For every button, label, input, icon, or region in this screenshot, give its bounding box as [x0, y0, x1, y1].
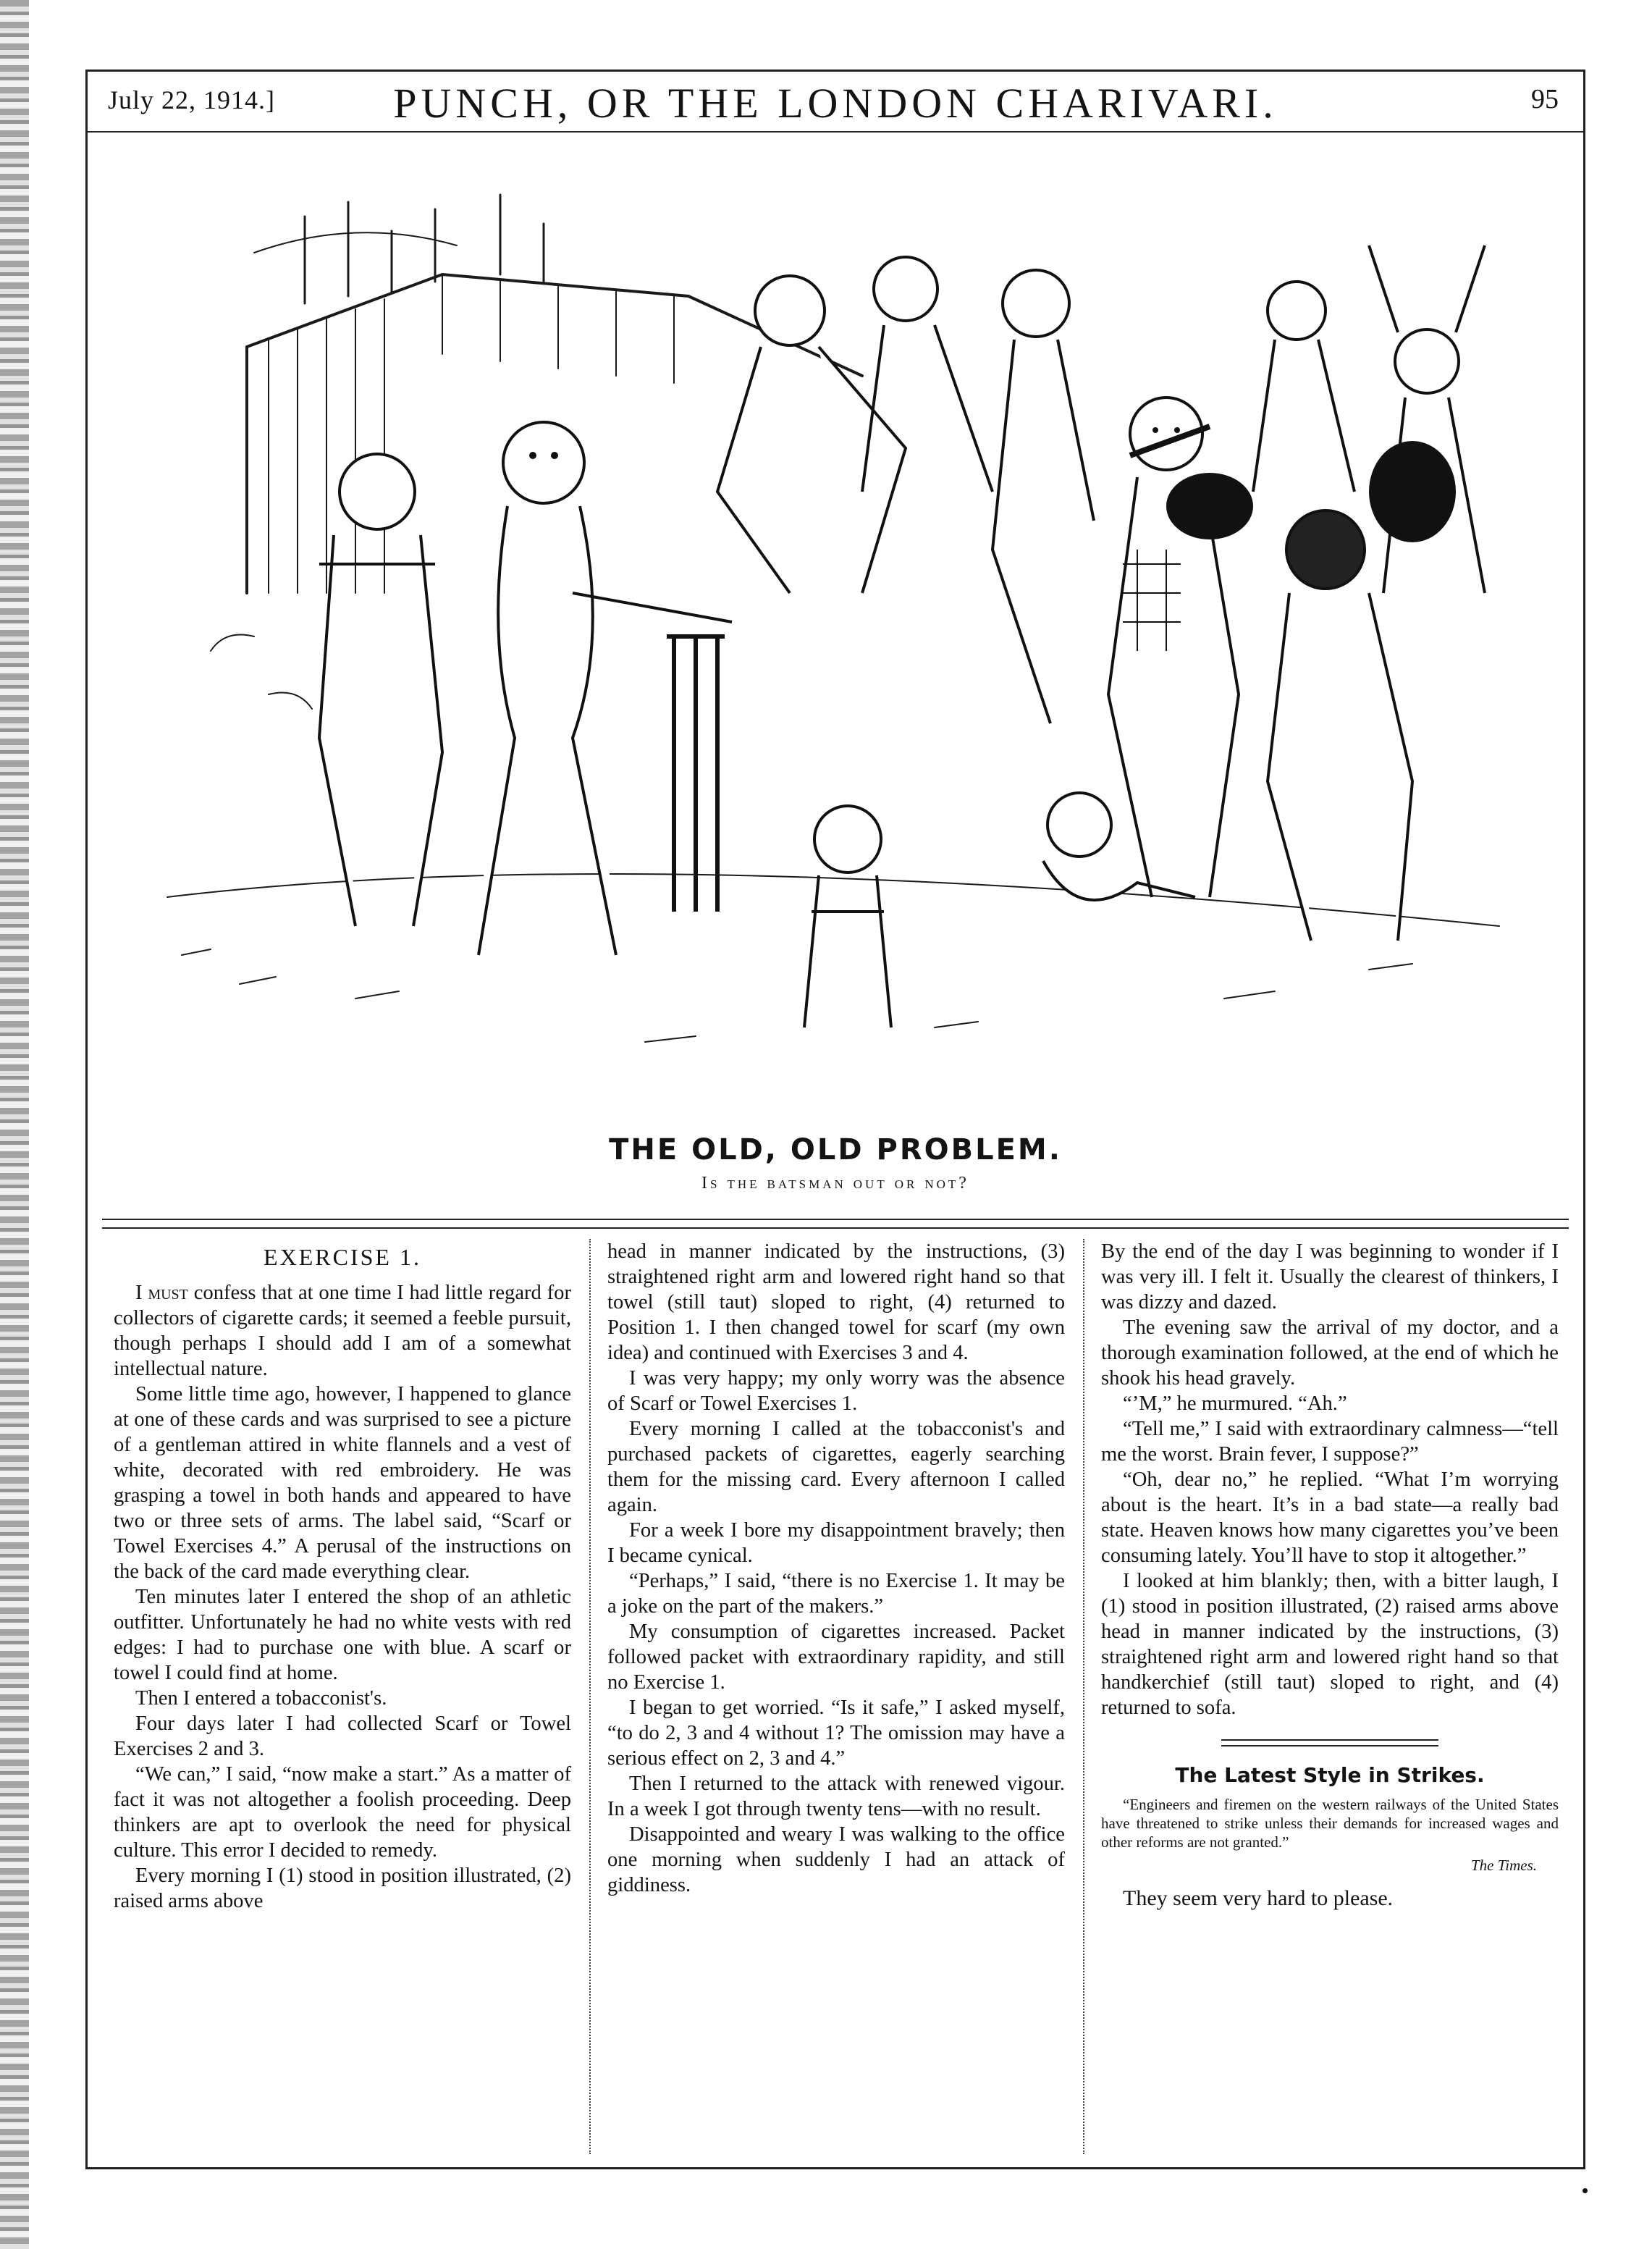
- column-rule: [589, 1239, 591, 2154]
- paragraph: I looked at him blankly; then, with a bitter laugh, I (1) stood in position illustrated, (2) raised arms above head in manner indicated by the instructions, (3) straightened right arm and lowered right hand so that handkerchief (still taut) sloped to right, and (4) returned to sofa.: [1101, 1570, 1559, 1719]
- quote-source: The Times.: [1470, 1857, 1537, 1874]
- paragraph: My consumption of cigarettes increased. Packet followed packet with extraordinary rapidity, and still no Exercise 1.: [607, 1620, 1065, 1694]
- cartoon-title: THE OLD, OLD PROBLEM.: [609, 1133, 1062, 1166]
- paragraph: Four days later I had collected Scarf or Towel Exercises 2 and 3.: [114, 1712, 571, 1760]
- column-rule: [1083, 1239, 1084, 2154]
- paragraph: Every morning I called at the tobacconist's and purchased packets of cigarettes, eagerly searching them for the missing card. Every afternoon I called again.: [607, 1418, 1065, 1516]
- cartoon-drawing: [138, 188, 1535, 1122]
- paragraph: I was very happy; my only worry was the absence of Scarf or Towel Exercises 1.: [607, 1367, 1065, 1415]
- column-1: [104, 1239, 581, 2154]
- paragraph: Then I entered a tobacconist's.: [135, 1687, 387, 1710]
- drop-words: I must: [135, 1282, 188, 1304]
- magazine-page: [85, 70, 1585, 2169]
- paragraph: Some little time ago, however, I happened to glance at one of these cards and was surprised to see a picture of a gentleman attired in white flannels and a vest of white, decorated with red embroidery. He was grasping a towel in both hands and appeared to have two or three sets of arms. The label said, “Scarf or Towel Exercises 4.” A perusal of the instructions on the back of the card made everything clear.: [114, 1383, 571, 1583]
- masthead: PUNCH, OR THE LONDON CHARIVARI.: [393, 80, 1278, 127]
- paragraph: The evening saw the arrival of my doctor, and a thorough examination followed, at the end of which he shook his head gravely.: [1101, 1316, 1559, 1390]
- paragraph: “Tell me,” I said with extraordinary calmness—“tell me the worst. Brain fever, I suppose?”: [1101, 1418, 1559, 1466]
- column-2: [597, 1239, 1075, 2154]
- cartoon-subtitle: Is the batsman out or not?: [701, 1174, 969, 1193]
- strikes-comment: They seem very hard to please.: [1123, 1886, 1394, 1910]
- paragraph: “Perhaps,” I said, “there is no Exercise 1. It may be a joke on the part of the makers.”: [607, 1570, 1065, 1618]
- paragraph: [114, 1280, 571, 1382]
- paragraph: head in manner indicated by the instructions, (3) straightened right arm and lowered right hand so that towel (still taut) sloped to right, (4) returned to Position 1. I then changed towel for scarf (my own idea) and continued with Exercises 3 and 4.: [607, 1240, 1065, 1364]
- paragraph: “’M,” he murmured. “Ah.”: [1123, 1392, 1347, 1415]
- paragraph: Ten minutes later I entered the shop of an athletic outfitter. Unfortunately he had no white vests with red edges: I had to purchase one with blue. A scarf or towel I could find at home.: [114, 1586, 571, 1684]
- paragraph: Every morning I (1) stood in position illustrated, (2) raised arms above: [114, 1865, 571, 1912]
- paragraph: “Oh, dear no,” he replied. “What I’m worrying about is the heart. It’s in a bad state—a really bad state. Heaven knows how many cigarettes you’ve been consuming lately. You’ll have to stop it altogether.”: [1101, 1468, 1559, 1567]
- page-header: [88, 72, 1583, 133]
- paragraph: For a week I bore my disappointment bravely; then I became cynical.: [607, 1519, 1065, 1567]
- paragraph: By the end of the day I was beginning to wonder if I was very ill. I felt it. Usually the clearest of thinkers, I was dizzy and dazed.: [1101, 1240, 1559, 1313]
- paragraph: Then I returned to the attack with renewed vigour. In a week I got through twenty tens—with no result.: [607, 1773, 1065, 1820]
- cartoon-caption: [88, 1133, 1583, 1193]
- paragraph: Disappointed and weary I was walking to the office one morning when suddenly I had an attack of giddiness.: [607, 1823, 1065, 1896]
- strikes-quote: “Engineers and firemen on the western railways of the United States have threatened to strike unless their demands for increased wages and other reforms are not granted.”: [1101, 1796, 1559, 1851]
- cartoon-illustration: [138, 188, 1535, 1122]
- page-number: 95: [1531, 84, 1559, 114]
- scan-edge-shadow: [0, 0, 29, 2249]
- ink-speck: [1583, 2188, 1588, 2193]
- article-columns: [88, 1239, 1583, 2154]
- article-heading: EXERCISE 1.: [264, 1244, 421, 1270]
- section-divider: [1221, 1739, 1438, 1746]
- strikes-heading: The Latest Style in Strikes.: [1175, 1763, 1485, 1787]
- issue-date: July 22, 1914.]: [108, 85, 275, 114]
- column-3: [1091, 1239, 1569, 2154]
- paragraph: “We can,” I said, “now make a start.” As a matter of fact it was not altogether a foolish proceeding. Deep thinkers are apt to overlook the need for physical culture. This error I decided to remedy.: [114, 1763, 571, 1862]
- paragraph-text: confess that at one time I had little regard for collectors of cigarette cards; it seemed a feeble pursuit, though perhaps I should add I am of a somewhat intellectual nature.: [114, 1282, 571, 1380]
- section-divider: [102, 1219, 1569, 1229]
- paragraph: I began to get worried. “Is it safe,” I asked myself, “to do 2, 3 and 4 without 1? The omission may have a serious effect on 2, 3 and 4.”: [607, 1697, 1065, 1770]
